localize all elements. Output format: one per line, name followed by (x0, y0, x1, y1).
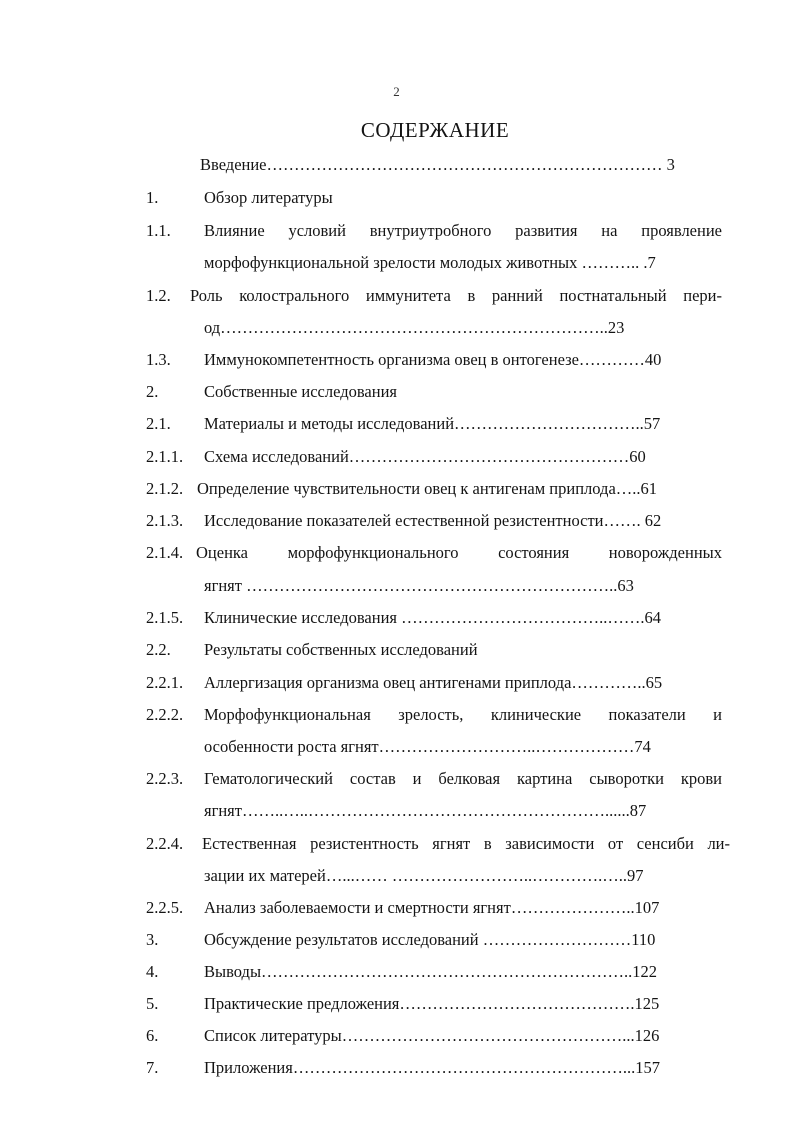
toc-entry-number: 1.1. (146, 221, 171, 240)
toc-entry-text: особенности роста ягнят………………………..………………74 (204, 737, 651, 756)
toc-entry-text: Обзор литературы (204, 188, 333, 207)
toc-entry-number: 2.2. (146, 640, 171, 659)
toc-entry-number: 2.2.2. (146, 705, 184, 724)
toc-entry-text: Список литературы……………………………………………...126 (204, 1026, 660, 1045)
toc-entry-text: Естественная резистентность ягнят в зависимости от сенсиби ли- (202, 834, 730, 853)
toc-entry-number: 2. (146, 382, 159, 401)
toc-entry-number: 2.2.1. (146, 673, 184, 692)
toc-entry-text: морфофункциональной зрелости молодых животных ……….. .7 (204, 253, 656, 272)
page-title: СОДЕРЖАНИЕ (360, 118, 510, 142)
toc-entry-number: 2.2.5. (146, 898, 184, 917)
toc-entry-number: 2.2.4. (146, 834, 184, 853)
toc-entry-text: Исследование показателей естественной резистентности……. 62 (204, 511, 662, 530)
toc-entry-number: 2.1.1. (146, 447, 184, 466)
toc-entry-number: 4. (146, 962, 159, 981)
toc-entry-number: 7. (146, 1058, 159, 1077)
toc-entry-text: од……………………………………………………………..23 (204, 318, 625, 337)
toc-entry-number: 5. (146, 994, 159, 1013)
toc-entry-text: Определение чувствительности овец к антигенам приплода…..61 (197, 479, 658, 498)
toc-entry-text: Анализ заболеваемости и смертности ягнят…………………..107 (204, 898, 660, 917)
toc-entry-number: 2.1.4. (146, 543, 184, 562)
toc-entry-number: 3. (146, 930, 159, 949)
toc-entry-text: Результаты собственных исследований (204, 640, 478, 659)
toc-entry-text: Иммунокомпетентность организма овец в онтогенезе…………40 (204, 350, 662, 369)
toc-entry-text: Собственные исследования (204, 382, 398, 401)
toc-entry-text: Гематологический состав и белковая картина сыворотки крови (204, 769, 722, 788)
toc-entry-text: ягнят …………………………………………………………..63 (204, 576, 634, 595)
toc-entry-text: Приложения……………………………………………………...157 (204, 1058, 660, 1077)
toc-entry-text: Влияние условий внутриутробного развития на проявление (204, 221, 722, 240)
toc-entry-number: 1. (146, 188, 159, 207)
toc-entry-number: 2.1.3. (146, 511, 184, 530)
toc-entry-number: 2.1.2. (146, 479, 184, 498)
toc-entry-number: 6. (146, 1026, 159, 1045)
toc-entry-text: Оценка морфофункционального состояния новорожденных (196, 543, 722, 562)
toc-entry-text: Клинические исследования ………………………………..…….64 (204, 608, 661, 627)
toc-entry-text: Обсуждение результатов исследований ………………………110 (204, 930, 656, 949)
toc-entry-text: зации их матерей…...…… ……………………..………….…..97 (204, 866, 644, 885)
toc-entry-text: Практические предложения…………………………………….125 (204, 994, 660, 1013)
toc-entry-text: Материалы и методы исследований……………………………..57 (204, 414, 661, 433)
toc-entry-text: Роль колострального иммунитета в ранний постнатальный пери- (190, 286, 722, 305)
toc-entry-number: 1.3. (146, 350, 171, 369)
toc-entry-text: Схема исследований……………………………………………60 (204, 447, 646, 466)
toc-entry-text: Введение……………………………………………………………… 3 (200, 155, 675, 174)
toc-entry-text: Аллергизация организма овец антигенами приплода…………..65 (204, 673, 663, 692)
page-number: 2 (393, 84, 400, 99)
toc-entry-number: 2.2.3. (146, 769, 184, 788)
toc-entry-text: Выводы…………………………………………………………..122 (204, 962, 658, 981)
toc-entry-number: 2.1.5. (146, 608, 184, 627)
toc-entry-number: 1.2. (146, 286, 171, 305)
toc-entry-text: Морфофункциональная зрелость, клинические показатели и (204, 705, 722, 724)
toc-entry-text: ягнят……..…..………………………………………………......87 (204, 801, 647, 820)
toc-entry-number: 2.1. (146, 414, 171, 433)
